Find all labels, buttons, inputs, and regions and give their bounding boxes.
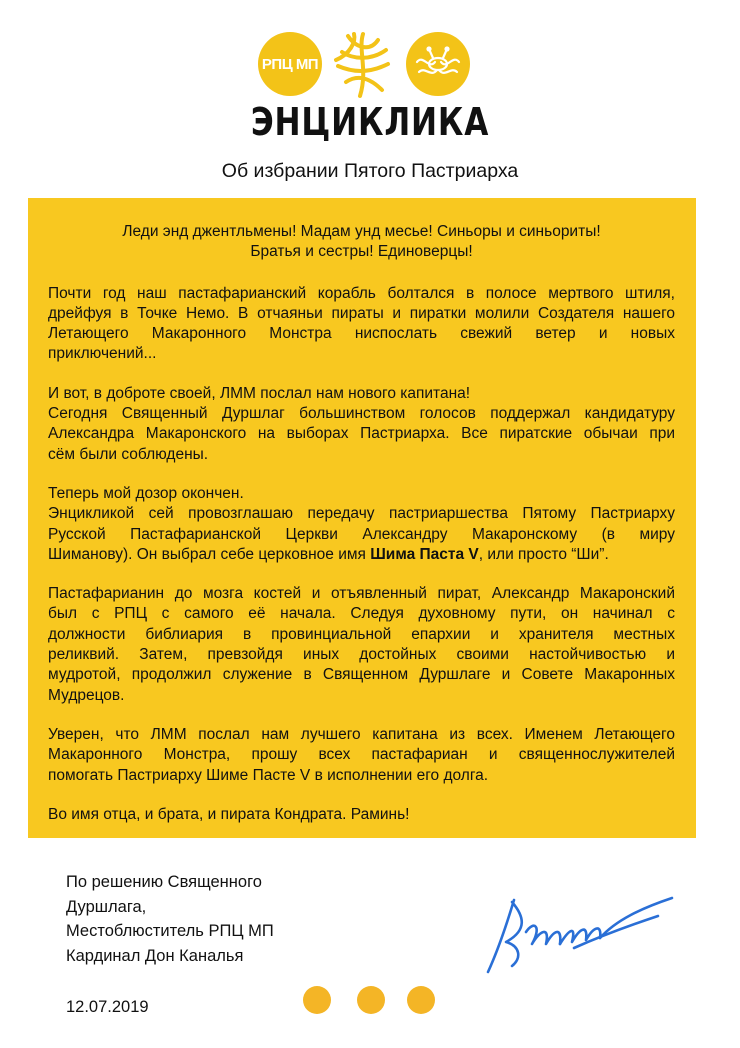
text-line: приключений... xyxy=(48,345,157,363)
dot-icon xyxy=(357,986,385,1014)
text-fragment: , или просто “Ши”. xyxy=(478,545,609,563)
header-logos xyxy=(258,30,470,100)
dot-icon xyxy=(303,986,331,1014)
page-title: ЭНЦИКЛИКА xyxy=(250,100,490,144)
rpc-mp-logo xyxy=(258,32,322,96)
rpc-mp-logo-text: РПЦ МП xyxy=(261,55,319,73)
text-line: Мудрецов. xyxy=(48,686,125,704)
greeting-line: Братья и сестры! Единоверцы! xyxy=(250,243,473,261)
text-line: дрейфуя в Точке Немо. В отчаяньи пираты и пиратки молили Создателя нашего xyxy=(48,304,675,322)
text-line: Уверен, что ЛММ послал нам лучшего капитана из всех. Именем Летающего xyxy=(48,725,675,743)
text-line: Пастафарианин до мозга костей и отъявленный пират, Александр Макаронский xyxy=(48,585,675,603)
signatory-line: Кардинал Дон Каналья xyxy=(66,946,244,965)
greeting xyxy=(48,222,675,263)
text-line xyxy=(48,545,675,565)
document-date: 12.07.2019 xyxy=(66,998,149,1016)
decorative-dots xyxy=(303,986,433,1016)
text-line: Макаронного Монстра, прошу всех пастафариан и священнослужителей xyxy=(48,746,675,764)
paragraph-2 xyxy=(48,384,675,465)
encyclical-text-box xyxy=(28,198,696,838)
encyclical-text xyxy=(48,222,675,844)
signatory-line: Дуршлага, xyxy=(66,897,147,916)
signatory-line: Местоблюститель РПЦ МП xyxy=(66,922,274,940)
text-line: И вот, в доброте своей, ЛММ послал нам нового капитана! xyxy=(48,384,471,402)
text-line: Русской Пастафарианской Церкви Александру Макаронскому (в миру xyxy=(48,525,675,543)
new-name-bold: Шима Паста V xyxy=(370,545,479,563)
text-line: Энцикликой сей провозглашаю передачу пастриаршества Пятому Пастриарху xyxy=(48,505,675,523)
paragraph-1 xyxy=(48,284,675,365)
text-line: Во имя отца, и брата, и пирата Кондрата. Раминь! xyxy=(48,805,410,823)
text-line: Александра Макаронского на выборах Пастриарха. Все пиратские обычаи при xyxy=(48,425,675,443)
paragraph-3 xyxy=(48,484,675,565)
flying-spaghetti-monster-icon xyxy=(406,32,470,96)
text-line: реликвий. Затем, превзойдя иных достойных своими настойчивостью и xyxy=(48,646,675,664)
text-line: был с РПЦ с самого её начала. Следуя духовному пути, он начинал с xyxy=(48,605,675,623)
church-ribbon-icon xyxy=(328,30,398,100)
paragraph-5 xyxy=(48,725,675,786)
signatory-line: По решению Священного xyxy=(66,873,262,891)
fsm-glyph-icon xyxy=(413,44,463,84)
text-line: должности библиария в провинциальной епархии и хранителя местных xyxy=(48,625,675,643)
text-line: Почти год наш пастафарианский корабль болтался в полосе мертвого штиля, xyxy=(48,284,675,302)
paragraph-4 xyxy=(48,584,675,706)
signatory-block xyxy=(66,870,274,968)
greeting-line: Леди энд джентльмены! Мадам унд месье! Синьоры и синьориты! xyxy=(122,223,601,240)
text-line: сём были соблюдены. xyxy=(48,445,209,463)
page-subtitle: Об избрании Пятого Пастриарха xyxy=(221,160,519,182)
handwritten-signature xyxy=(462,870,684,990)
text-line: мудротой, продолжил служение в Священном Дуршлаге и Совете Макаронных xyxy=(48,666,675,684)
text-line: Летающего Макаронного Монстра ниспослать свежий ветер и новых xyxy=(48,325,675,343)
text-line: Сегодня Священный Дуршлаг большинством голосов поддержал кандидатуру xyxy=(48,405,675,423)
text-line: помогать Пастриарху Шиме Пасте V в исполнении его долга. xyxy=(48,766,489,784)
dot-icon xyxy=(407,986,435,1014)
text-fragment: Шиманову). Он выбрал себе церковное имя xyxy=(48,545,371,563)
paragraph-6 xyxy=(48,805,675,825)
text-line: Теперь мой дозор окончен. xyxy=(48,484,244,502)
